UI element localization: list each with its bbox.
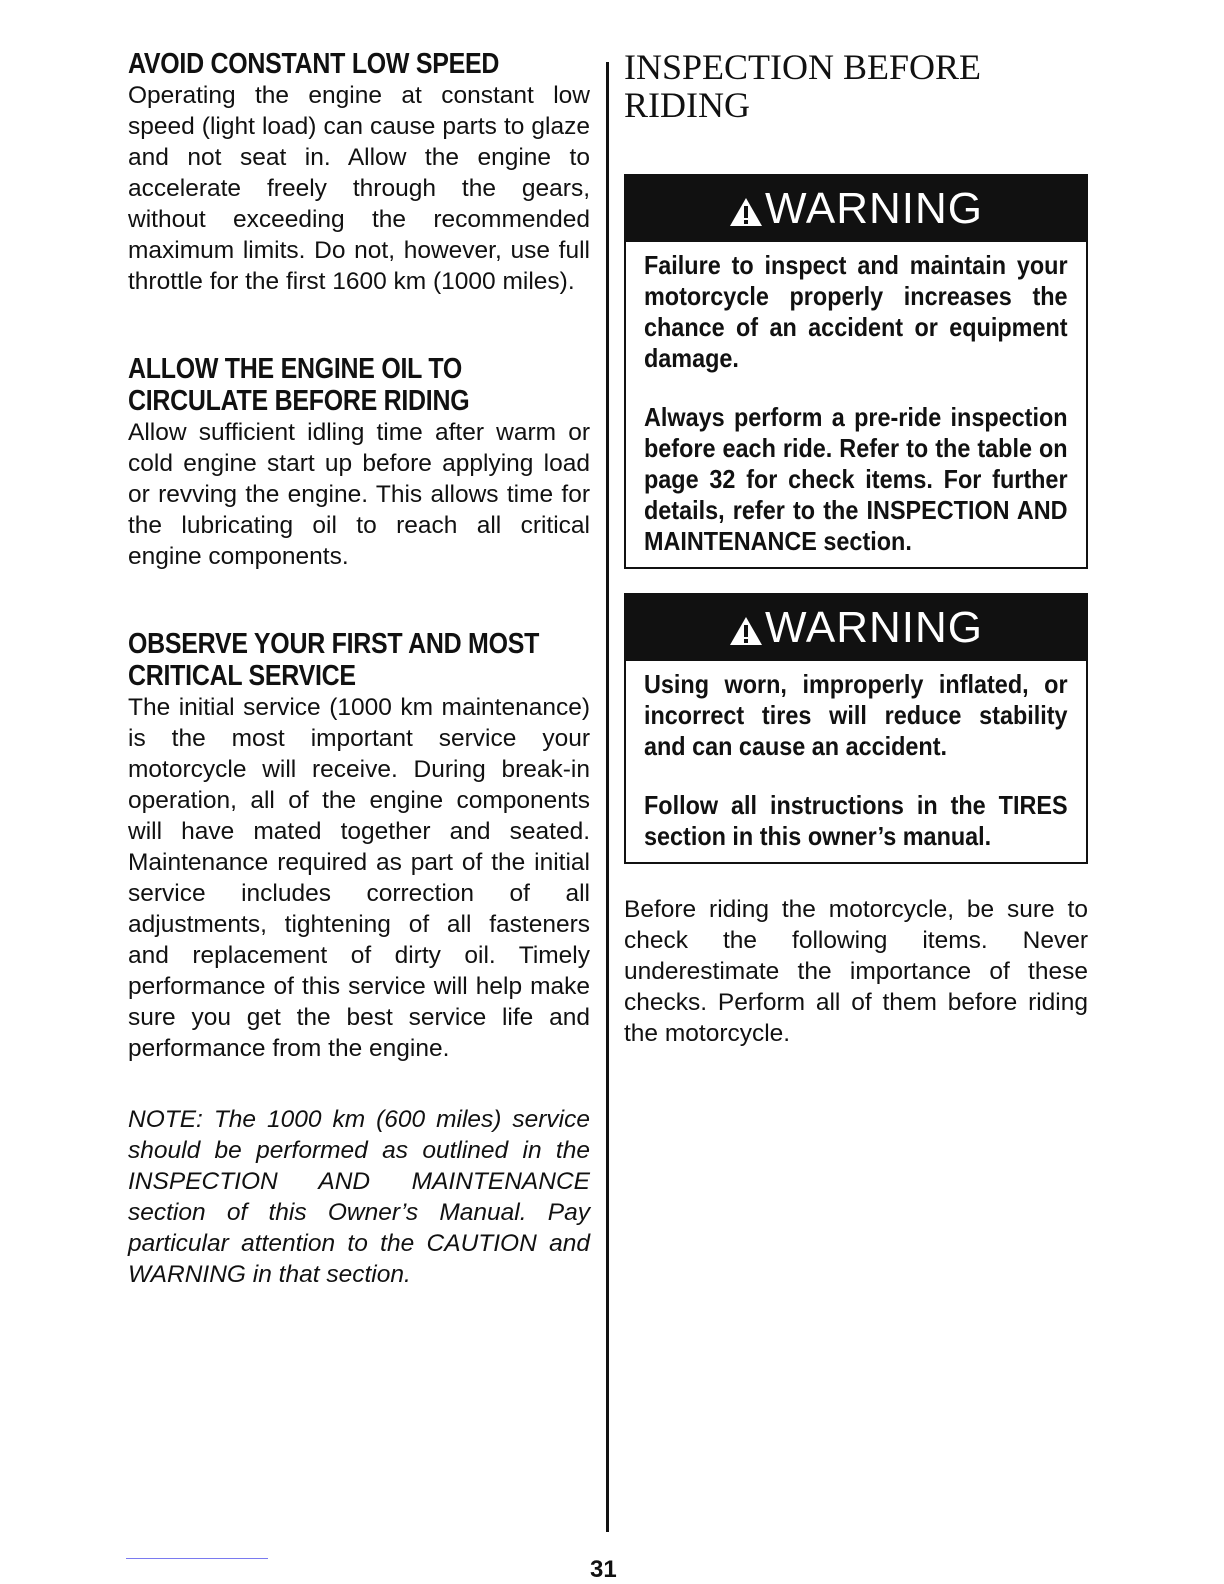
warning-box-inspection — [624, 174, 1088, 569]
warning-box-tires — [624, 593, 1088, 864]
section-heading: OBSERVE YOUR FIRST AND MOST CRITICAL SERVICE — [128, 628, 540, 692]
page-title: INSPECTION BEFORE RIDING — [624, 47, 982, 125]
warning-label: WARNING — [764, 184, 984, 233]
left-column — [128, 48, 590, 1290]
footnote-rule — [126, 1558, 268, 1559]
section-body: Allow sufficient idling time after warm or cold engine start up before applying load or revving the engine. This allows time for the lubricating oil to reach all critical engine components. — [128, 419, 590, 570]
warning-triangle-icon — [729, 615, 763, 647]
warning-triangle-icon — [729, 196, 763, 228]
section-heading: AVOID CONSTANT LOW SPEED — [128, 48, 500, 80]
warning-body — [626, 242, 1086, 567]
right-column — [624, 48, 1088, 1049]
column-divider — [606, 62, 609, 1532]
warning-body — [626, 661, 1086, 862]
warning-paragraph: Always perform a pre-ride inspection before each ride. Refer to the table on page 32 for check items. For further details, refer to the INSPECTION AND MAINTENANCE section. — [644, 402, 1068, 556]
page-number: 31 — [590, 1556, 617, 1583]
section-avoid-low-speed — [128, 48, 590, 297]
warning-label: WARNING — [764, 603, 984, 652]
section-body: The initial service (1000 km maintenance) is the most important service your motorcycle will receive. During break-in operation, all of the engine components will have mated together and seated. Maintenance required as part of the initial service includes correction of all adjustments, tightening of all fasteners and replacement of dirty oil. Timely performance of this service will help make sure you get the best service life and performance from the engine. — [128, 694, 590, 1062]
warning-header — [626, 595, 1086, 661]
section-heading: ALLOW THE ENGINE OIL TO CIRCULATE BEFORE RIDING — [128, 353, 470, 417]
service-note: NOTE: The 1000 km (600 miles) service should be performed as outlined in the INSPECTION AND MAINTENANCE section of this Owner’s Manual. Pay particular attention to the CAUTION and WARNING in that section. — [128, 1106, 590, 1288]
section-first-service — [128, 628, 590, 1064]
section-body: Operating the engine at constant low speed (light load) can cause parts to glaze and not seat in. Allow the engine to accelerate freely through the gears, without exceeding the recommended maximum limits. Do not, however, use full throttle for the first 1600 km (1000 miles). — [128, 82, 590, 295]
inspection-intro-text: Before riding the motorcycle, be sure to check the following items. Never underestimate the importance of these checks. Perform all of them before riding the motorcycle. — [624, 896, 1088, 1047]
section-engine-oil — [128, 353, 590, 572]
warning-paragraph: Failure to inspect and maintain your motorcycle properly increases the chance of an accident or equipment damage. — [644, 250, 1068, 373]
warning-paragraph: Using worn, improperly inflated, or incorrect tires will reduce stability and can cause an accident. — [644, 669, 1068, 761]
warning-paragraph: Follow all instructions in the TIRES section in this owner’s manual. — [644, 790, 1068, 851]
warning-header — [626, 176, 1086, 242]
